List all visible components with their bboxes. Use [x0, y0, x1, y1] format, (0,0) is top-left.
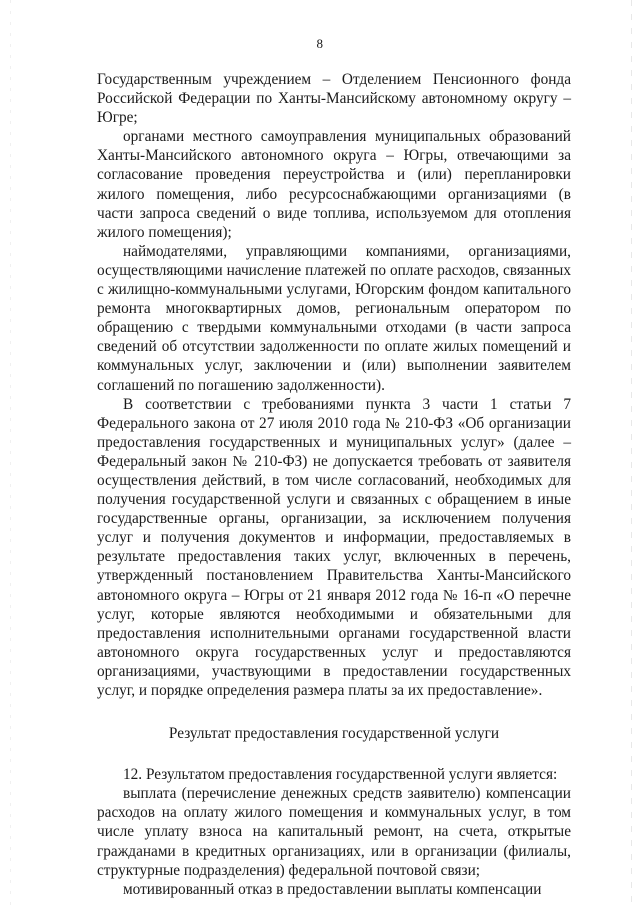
page-number: 8: [316, 36, 324, 51]
paragraph-result-refusal: мотивированный отказ в предоставлении выплаты компенсации: [123, 880, 542, 898]
paragraph-landlords: наймодателями, управляющими компаниями, организациями, осуществляющими начисление платежей по оплате расходов, связанных с жилищно-коммунальными услугами, Югорским фондом капитального ремонта многоквартирных домов, региональным оператором по обращению с твердыми коммунальными отходами (в части запроса сведений об отсутствии задолженности по оплате жилых помещений и коммунальных услуг, заключении и (или) выполнении заявителем соглашений по погашению задолженности).: [97, 242, 571, 394]
document-body: [97, 70, 571, 899]
paragraph-local-authorities: органами местного самоуправления муниципальных образований Ханты-Мансийского автономного округа – Югры, отвечающими за согласование проведения переустройства и (или) перепланировки жилого помещения, либо ресурсоснабжающими организациями (в части запроса сведений о виде топлива, используемом для отопления жилого помещения);: [97, 128, 571, 241]
paragraph-result-intro: 12. Результатом предоставления государственной услуги является:: [123, 766, 558, 784]
section-heading: Результат предоставления государственной услуги: [168, 725, 500, 743]
paragraph-federal-law: В соответствии с требованиями пункта 3 части 1 статьи 7 Федерального закона от 27 июля 2010 года № 210-ФЗ «Об организации предоставления государственных и муниципальных услуг» (далее – Федеральный закон № 210-ФЗ) не допускается требовать от заявителя осуществления действий, в том числе согласований, необходимых для получения государственной услуги и связанных с обращением в иные государственные органы, организации, за исключением получения услуг и получения документов и информации, предоставляемых в результате предоставления таких услуг, включенных в перечень, утвержденный постановлением Правительства Ханты-Мансийского автономного округа – Югры от 21 января 2012 года № 16-п «О перечне услуг, которые являются необходимыми и обязательными для предоставления исполнительными органами государственной власти автономного округа государственных услуг и предоставляются организациями, участвующими в предоставлении государственных услуг, и порядке определения размера платы за их предоставление».: [97, 395, 571, 699]
paragraph-result-payment: выплата (перечисление денежных средств заявителю) компенсации расходов на оплату жилого помещения и коммунальных услуг, в том числе уплату взноса на капитальный ремонт, на счета, открытые гражданами в кредитных организациях, или в организации (филиалы, структурные подразделения) федеральной почтовой связи;: [97, 785, 571, 879]
scan-edge-left: [10, 0, 11, 905]
paragraph-pension-fund: Государственным учреждением – Отделением Пенсионного фонда Российской Федерации по Ханты-Мансийскому автономному округу – Югре;: [97, 71, 571, 127]
scan-edge-right: [631, 0, 632, 905]
